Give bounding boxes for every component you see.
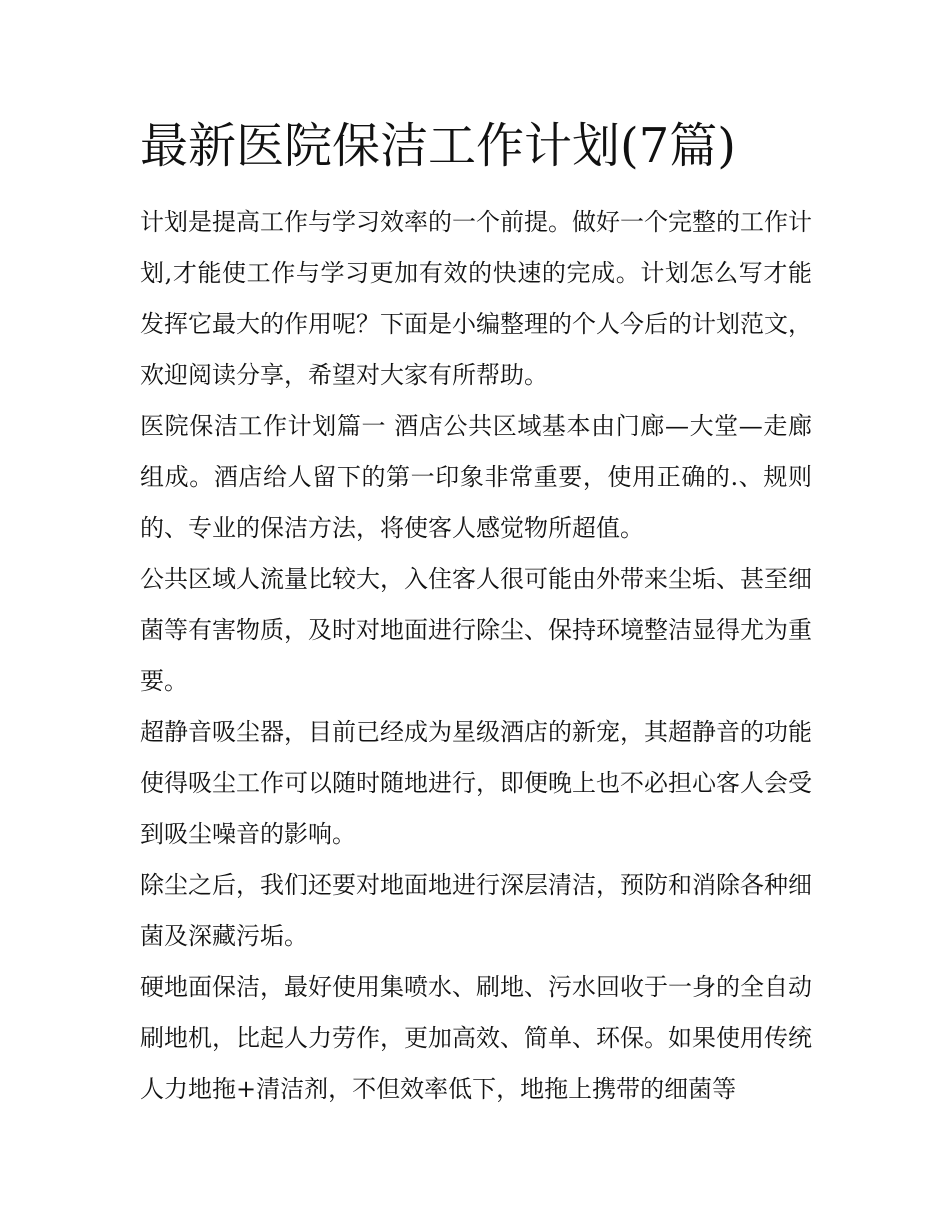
paragraph-public-area: 公共区域人流量比较大，入住客人很可能由外带来尘垢、甚至细菌等有害物质，及时对地面进行除尘、保持环境整洁显得尤为重要。 <box>140 565 812 695</box>
document-title: 最新医院保洁工作计划(7篇) <box>140 118 736 174</box>
paragraph-plan-one: 医院保洁工作计划篇一 酒店公共区域基本由门廊—大堂—走廊组成。酒店给人留下的第一印象非常重要，使用正确的.、规则的、专业的保洁方法，将使客人感觉物所超值。 <box>140 412 812 542</box>
paragraph-intro: 计划是提高工作与学习效率的一个前提。做好一个完整的工作计划,才能使工作与学习更加有效的快速的完成。计划怎么写才能发挥它最大的作用呢？下面是小编整理的个人今后的计划范文，欢迎阅读分享，希望对大家有所帮助。 <box>140 208 812 389</box>
document-body <box>140 197 812 1115</box>
paragraph-vacuum: 超静音吸尘器，目前已经成为星级酒店的新宠，其超静音的功能使得吸尘工作可以随时随地进行，即便晚上也不必担心客人会受到吸尘噪音的影响。 <box>140 718 812 848</box>
paragraph-hard-floor: 硬地面保洁，最好使用集喷水、刷地、污水回收于一身的全自动刷地机，比起人力劳作，更加高效、简单、环保。如果使用传统人力地拖+清洁剂，不但效率低下，地拖上携带的细菌等 <box>140 973 812 1103</box>
paragraph-deep-clean: 除尘之后，我们还要对地面地进行深层清洁，预防和消除各种细菌及深藏污垢。 <box>140 871 812 950</box>
